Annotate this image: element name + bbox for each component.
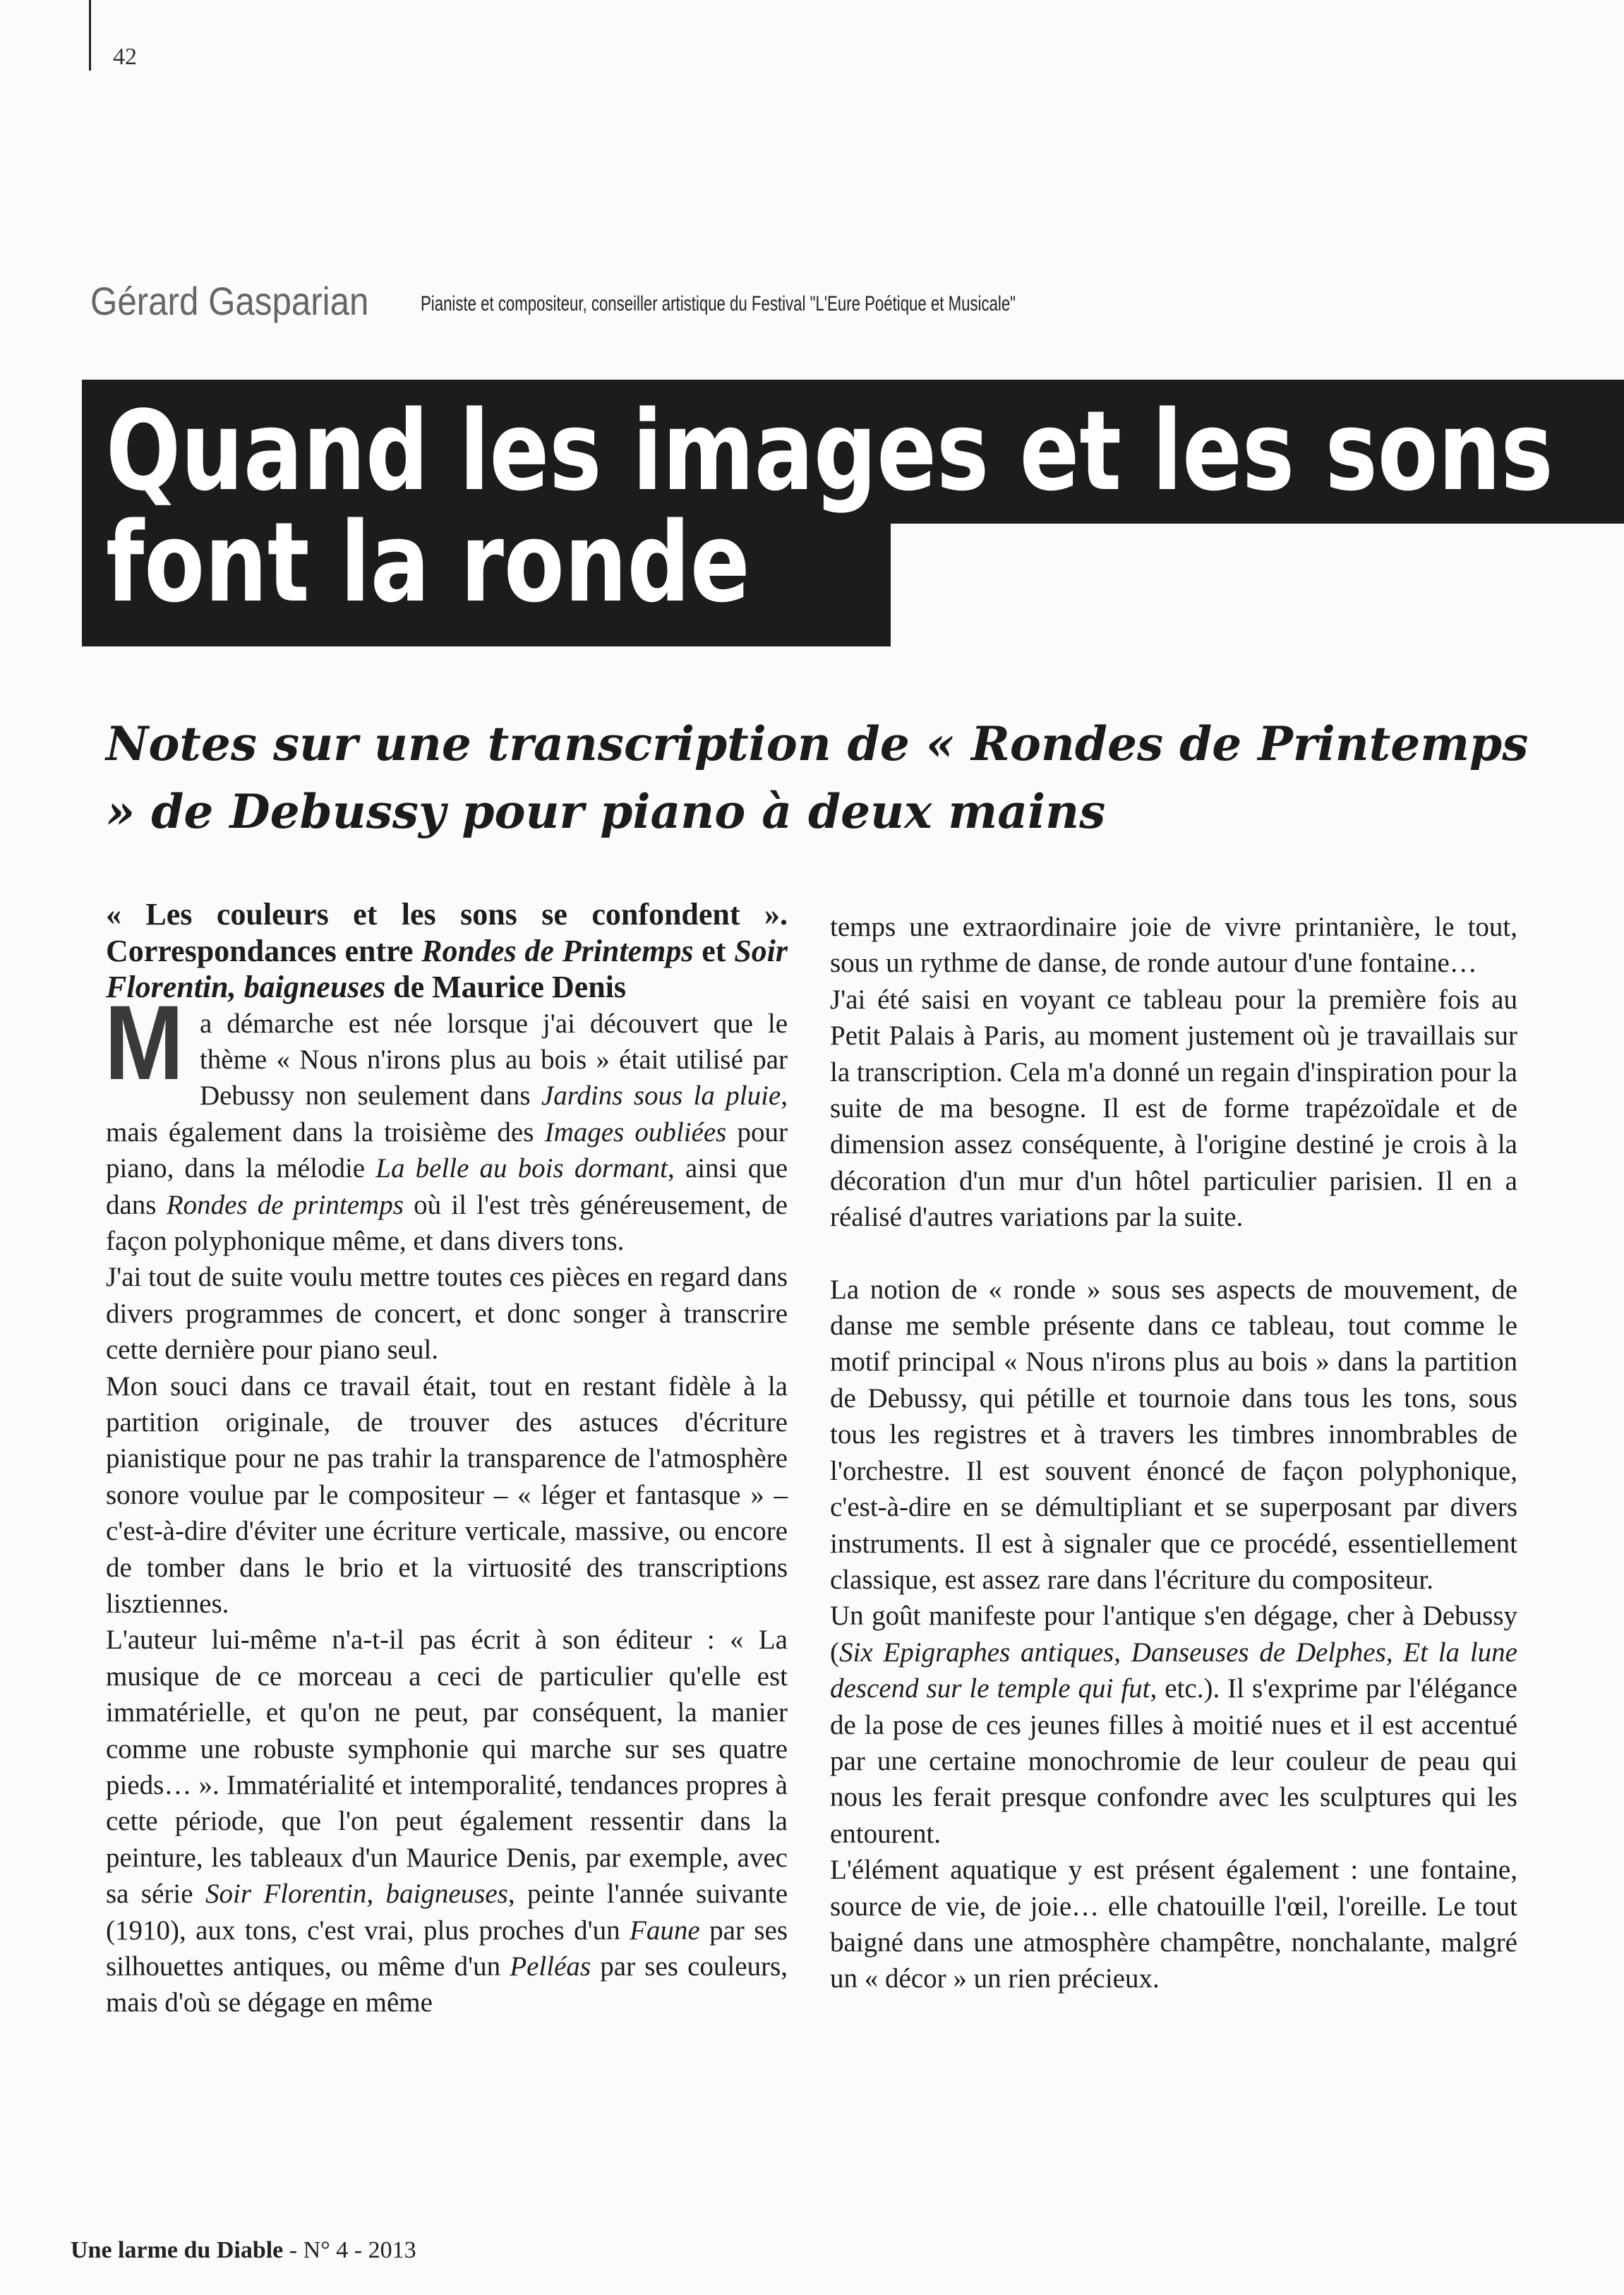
paragraph — [106, 1622, 788, 2020]
work-title: Faune — [630, 1915, 700, 1946]
paragraph: J'ai tout de suite voulu mettre toutes ces pièces en regard dans divers programmes de concert, et donc songer à transcrire cette dernière pour piano seul. — [106, 1262, 788, 1366]
text: par ses couleurs, mais d'où se dégage en même — [106, 1951, 788, 2018]
text: Un goût manifeste pour l'antique s'en dégage, cher à Debussy ( — [830, 1601, 1517, 1668]
author-name: Gérard Gasparian — [90, 279, 369, 323]
left-column — [106, 896, 788, 2021]
page-number: 42 — [113, 44, 137, 70]
paragraph: L'élément aquatique y est présent également : une fontaine, source de vie, de joie… elle chatouille l'œil, l'oreille. Le tout baigné dans une atmosphère champêtre, nonchalante, malgré un « décor » un rien précieux. — [830, 1855, 1517, 1994]
right-column — [830, 909, 1517, 1997]
work-title: Soir Florentin, baigneuses — [205, 1879, 508, 1910]
author-role: Pianiste et compositeur, conseiller artistique du Festival "L'Eure Poétique et Musicale" — [421, 292, 1016, 315]
work-title: Pelléas — [510, 1951, 591, 1982]
byline — [90, 278, 1016, 324]
text: où il l'est très généreusement, de façon polyphonique même, et dans divers tons. — [106, 1189, 788, 1256]
issue-info: - N° 4 - 2013 — [283, 2237, 416, 2263]
article-title — [106, 387, 1553, 627]
page-footer — [71, 2237, 416, 2264]
title-line-1: Quand les images et les sons — [106, 387, 1553, 515]
text: a démarche est née lorsque j'ai découvert que le thème « Nous n'irons plus au bois » était utilisé par Debussy non seulement dans — [199, 1008, 788, 1112]
magazine-name: Une larme du Diable — [71, 2237, 284, 2263]
paragraph — [830, 1598, 1517, 1852]
text: , mais également dans la troisième des — [106, 1080, 788, 1148]
paragraph: J'ai été saisi en voyant ce tableau pour la première fois au Petit Palais à Paris, au moment justement où je travaillais sur la transcription. Cela m'a donné un regain d'inspiration pour la suite de ma besogne. Il est de forme trapézoïdale et de dimension assez conséquente, à l'origine destiné je crois à la décoration d'un mur d'un hôtel particulier parisien. Il en a réalisé d'autres variations par la suite. — [830, 984, 1517, 1233]
text: L'auteur lui-même n'a-t-il pas écrit à son éditeur : « La musique de ce morceau a ceci de particulier qu'elle est immatérielle, et qu'on ne peut, par conséquent, la manier comme une robuste symphonie qui marche sur ses quatre pieds… ». Immatérialité et intemporalité, tendances propres à cette période, que l'on peut également ressentir dans la peinture, les tableaux d'un Maurice Denis, par exemple, avec sa série — [106, 1625, 788, 1910]
title-line-2: font la ronde — [106, 498, 750, 627]
heading-text: de Maurice Denis — [385, 970, 627, 1004]
article-subtitle: Notes sur une transcription de « Rondes de Printemps » de Debussy pour piano à deux mains — [106, 716, 1529, 839]
work-title: Rondes de printemps — [166, 1189, 404, 1220]
work-title: La belle au bois dormant — [375, 1153, 668, 1184]
paragraph: La notion de « ronde » sous ses aspects de mouvement, de danse me semble présente dans ce tableau, tout comme le motif principal « Nous n'irons plus au bois » dans la partition de Debussy, qui pétille et tournoie dans tous les tons, sous tous les registres et à travers les timbres innombrables de l'orchestre. Il est souvent énoncé de façon polyphonique, c'est-à-dire en se démultipliant et se superposant par divers instruments. Il est à signaler que ce procédé, essentiellement classique, est assez rare dans l'écriture du compositeur. — [830, 1274, 1517, 1595]
work-title: Jardins sous la pluie — [541, 1080, 781, 1112]
heading-work-title: Soir Florentin, baigneuses — [106, 933, 788, 1004]
text: pour piano, dans la mélodie — [106, 1116, 788, 1184]
drop-cap: M — [104, 982, 184, 1102]
text: , ainsi que dans — [106, 1153, 788, 1220]
heading-work-title: Rondes de Printemps — [421, 933, 694, 968]
heading-text: et — [693, 933, 735, 968]
margin-rule — [89, 0, 91, 71]
work-title: Images oubliées — [544, 1116, 727, 1148]
text: etc.). Il s'exprime par l'élégance de la pose de ces jeunes filles à moitié nues et il est accentué par une certaine monochromie de leur couleur de peau qui nous les ferait presque confondre avec les sculptures qui les entourent. — [830, 1673, 1517, 1849]
heading-text: « Les couleurs et les sons se confondent ». Correspondances entre — [106, 897, 788, 968]
paragraph: temps une extraordinaire joie de vivre printanière, le tout, sous un rythme de danse, de ronde autour d'une fontaine… — [830, 912, 1517, 979]
text: par ses silhouettes antiques, ou même d'un — [106, 1915, 788, 1982]
work-title: Six Epigraphes antiques, Danseuses de Delphes, Et la lune descend sur le temple qui fut, — [830, 1637, 1517, 1704]
text: , peinte l'année suivante (1910), aux tons, c'est vrai, plus proches d'un — [106, 1879, 788, 1946]
paragraph: Mon souci dans ce travail était, tout en restant fidèle à la partition originale, de trouver des astuces d'écriture pianistique pour ne pas trahir la transparence de l'atmosphère sonore voulue par le compositeur – « léger et fantasque » – c'est-à-dire d'éviter une écriture verticale, massive, ou encore de tomber dans le brio et la virtuosité des transcriptions lisztiennes. — [106, 1371, 788, 1619]
section-heading — [106, 896, 788, 1006]
